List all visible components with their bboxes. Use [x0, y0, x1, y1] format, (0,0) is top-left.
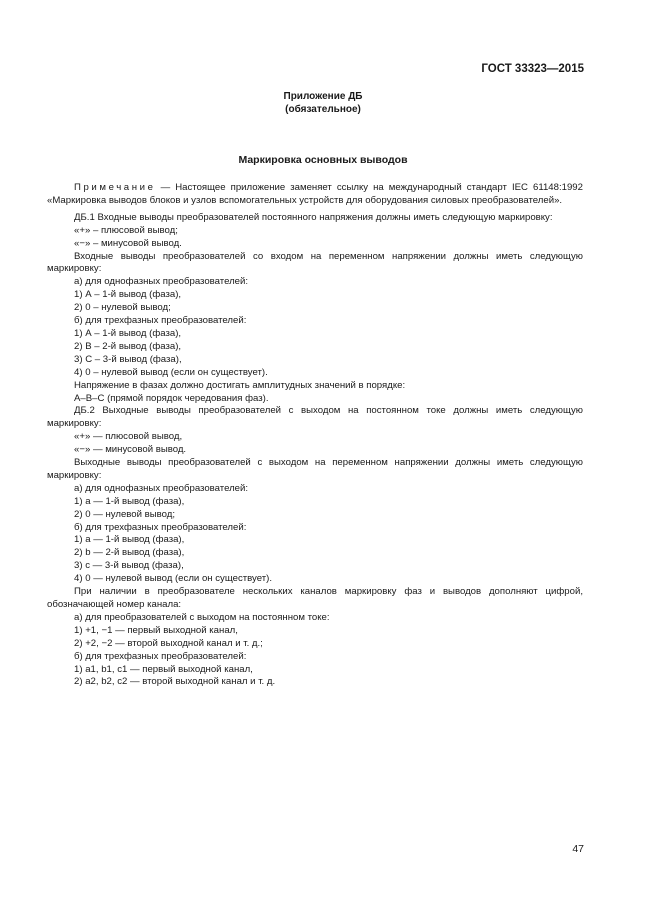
list-item: а) для однофазных преобразователей:	[74, 482, 249, 494]
document-code: ГОСТ 33323—2015	[481, 63, 584, 75]
paragraph: Входные выводы преобразователей со входом на переменном напряжении должны иметь следующую маркировку:	[47, 250, 583, 275]
list-item: 1) а — 1-й вывод (фаза),	[74, 495, 185, 507]
list-item: «+» – плюсовой вывод;	[74, 224, 178, 236]
list-item: б) для трехфазных преобразователей:	[74, 650, 247, 662]
list-item: 1) +1, −1 — первый выходной канал,	[74, 624, 238, 636]
appendix-heading	[0, 91, 646, 116]
note-paragraph	[47, 182, 583, 208]
list-item: 3) с — 3-й вывод (фаза),	[74, 560, 184, 572]
paragraph: А–В–С (прямой порядок чередования фаз).	[74, 392, 269, 404]
list-item: «−» – минусовой вывод.	[74, 237, 182, 249]
list-item: 1) А – 1-й вывод (фаза),	[74, 289, 182, 301]
paragraph: Выходные выводы преобразователей с выходом на переменном напряжении должны иметь следующую маркировку:	[47, 457, 583, 481]
appendix-status: (обязательное)	[285, 103, 361, 115]
page-number: 47	[572, 843, 584, 855]
clause-db1: ДБ.1 Входные выводы преобразователей постоянного напряжения должны иметь следующую маркировку:	[74, 211, 553, 223]
list-item: 2) В – 2-й вывод (фаза),	[74, 340, 182, 352]
list-item: 1) а — 1-й вывод (фаза),	[74, 534, 185, 546]
list-item: 2) a2, b2, c2 — второй выходной канал и т. д.	[74, 676, 276, 688]
list-item: 4) 0 — нулевой вывод (если он существует).	[74, 573, 272, 585]
list-item: 3) С – 3-й вывод (фаза),	[74, 353, 182, 365]
list-item: «−» — минусовой вывод.	[74, 444, 187, 456]
appendix-name: Приложение ДБ	[283, 91, 363, 102]
list-item: 2) 0 – нулевой вывод;	[74, 302, 171, 314]
list-item: 2) +2, −2 — второй выходной канал и т. д.;	[74, 637, 263, 649]
list-item: 2) 0 — нулевой вывод;	[74, 508, 175, 520]
list-item: «+» — плюсовой вывод,	[74, 431, 183, 443]
clause-db2: ДБ.2 Выходные выводы преобразователей с выходом на постоянном токе должны иметь следующую маркировку:	[47, 405, 583, 430]
list-item: 1) a1, b1, c1 — первый выходной канал,	[74, 663, 253, 675]
note-text: Настоящее приложение заменяет ссылку на международный стандарт IEC 61148:1992 «Маркировка выводов блоков и узлов вспомогательных устройств для оборудования силовых преобразователей».	[47, 182, 583, 206]
list-item: б) для трехфазных преобразователей:	[74, 521, 247, 533]
list-item: б) для трехфазных преобразователей:	[74, 315, 247, 327]
list-item: а) для однофазных преобразователей:	[74, 276, 249, 288]
list-item: 1) А – 1-й вывод (фаза),	[74, 327, 182, 339]
document-body	[47, 182, 583, 689]
list-item: а) для преобразователей с выходом на постоянном токе:	[74, 611, 330, 623]
list-item: 2) b — 2-й вывод (фаза),	[74, 547, 185, 559]
section-title: Маркировка основных выводов	[238, 154, 408, 166]
paragraph: При наличии в преобразователе нескольких каналов маркировку фаз и выводов дополняют цифрой, обозначающей номер канала:	[47, 586, 583, 610]
list-item: 4) 0 – нулевой вывод (если он существует).	[74, 366, 268, 378]
note-label: Примечание	[74, 182, 156, 193]
note-dash: —	[155, 182, 176, 193]
paragraph: Напряжение в фазах должно достигать амплитудных значений в порядке:	[74, 379, 406, 391]
